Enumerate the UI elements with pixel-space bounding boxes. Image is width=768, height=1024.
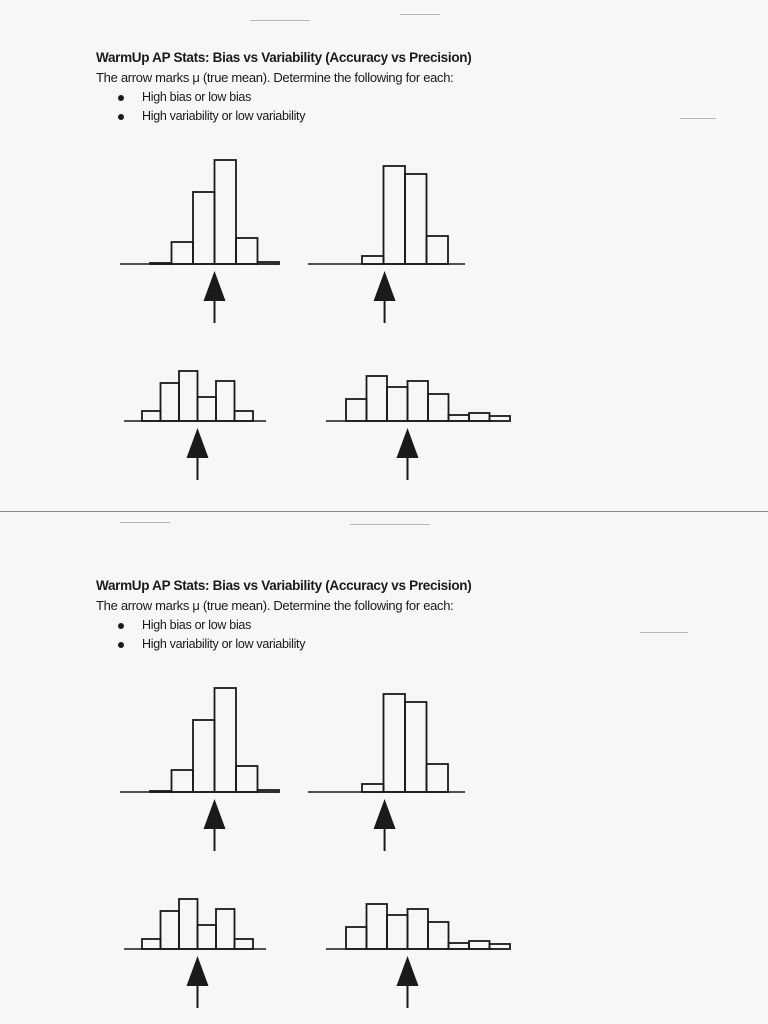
worksheet-title: WarmUp AP Stats: Bias vs Variability (Accuracy vs Precision) [96, 578, 472, 593]
histogram-bar [367, 904, 388, 949]
histogram-bar [172, 770, 194, 792]
histogram-4 [326, 904, 510, 1008]
criteria-item-bias: High bias or low bias [112, 89, 305, 108]
histogram-bar [236, 766, 258, 792]
scan-artifact [400, 14, 440, 15]
mean-arrow-head [187, 956, 209, 986]
page-divider [0, 511, 768, 512]
histogram-bar [384, 694, 406, 792]
mean-arrow-head [187, 428, 209, 458]
histogram-bar [469, 413, 490, 421]
histogram-bar [362, 256, 384, 264]
scan-artifact [250, 20, 310, 21]
histogram-bar [428, 394, 449, 421]
histogram-bar [161, 911, 180, 949]
histogram-figures [0, 0, 768, 510]
histogram-2 [308, 694, 465, 851]
histogram-2 [308, 166, 465, 323]
scan-artifact [350, 524, 430, 525]
histogram-bar [179, 899, 198, 949]
criteria-item-variability: High variability or low variability [112, 636, 305, 655]
histogram-bar [142, 411, 161, 421]
histogram-bar [408, 909, 429, 949]
histogram-bar [258, 790, 280, 792]
histogram-bar [490, 944, 511, 949]
histogram-bar [172, 242, 194, 264]
criteria-item-bias: High bias or low bias [112, 617, 305, 636]
histogram-bar [142, 939, 161, 949]
histogram-bar [408, 381, 429, 421]
histogram-bar [384, 166, 406, 264]
histogram-4 [326, 376, 510, 480]
histogram-bar [216, 909, 235, 949]
histogram-bar [236, 238, 258, 264]
histogram-bar [387, 387, 408, 421]
histogram-bar [258, 262, 280, 264]
histogram-bar [198, 397, 217, 421]
histogram-bar [427, 236, 449, 264]
worksheet-instructions: The arrow marks μ (true mean). Determine the following for each: [96, 598, 454, 613]
histogram-1 [120, 688, 279, 851]
histogram-bar [405, 702, 427, 792]
histogram-bar [215, 688, 237, 792]
histogram-bar [216, 381, 235, 421]
criteria-item-variability: High variability or low variability [112, 108, 305, 127]
scan-artifact [680, 118, 716, 119]
mean-arrow-head [397, 428, 419, 458]
histogram-bar [215, 160, 237, 264]
mean-arrow-head [204, 271, 226, 301]
histogram-3 [124, 899, 266, 1008]
histogram-bar [387, 915, 408, 949]
histogram-bar [193, 192, 215, 264]
histogram-bar [346, 399, 367, 421]
histogram-bar [150, 791, 172, 792]
mean-arrow-head [374, 271, 396, 301]
histogram-bar [161, 383, 180, 421]
worksheet-top [0, 0, 768, 510]
histogram-bar [198, 925, 217, 949]
scan-artifact [640, 632, 688, 633]
worksheet-bottom [0, 528, 768, 1024]
mean-arrow-head [204, 799, 226, 829]
histogram-bar [150, 263, 172, 264]
histogram-bar [449, 415, 470, 421]
histogram-bar [449, 943, 470, 949]
worksheet-instructions: The arrow marks μ (true mean). Determine the following for each: [96, 70, 454, 85]
histogram-bar [362, 784, 384, 792]
histogram-bar [346, 927, 367, 949]
histogram-bar [405, 174, 427, 264]
histogram-bar [235, 939, 254, 949]
histogram-bar [428, 922, 449, 949]
histogram-figures [0, 528, 768, 1024]
histogram-bar [179, 371, 198, 421]
histogram-bar [490, 416, 511, 421]
scan-artifact [120, 522, 170, 523]
mean-arrow-head [397, 956, 419, 986]
worksheet-title: WarmUp AP Stats: Bias vs Variability (Accuracy vs Precision) [96, 50, 472, 65]
histogram-3 [124, 371, 266, 480]
histogram-bar [427, 764, 449, 792]
histogram-bar [235, 411, 254, 421]
histogram-bar [469, 941, 490, 949]
histogram-bar [193, 720, 215, 792]
histogram-1 [120, 160, 279, 323]
histogram-bar [367, 376, 388, 421]
mean-arrow-head [374, 799, 396, 829]
